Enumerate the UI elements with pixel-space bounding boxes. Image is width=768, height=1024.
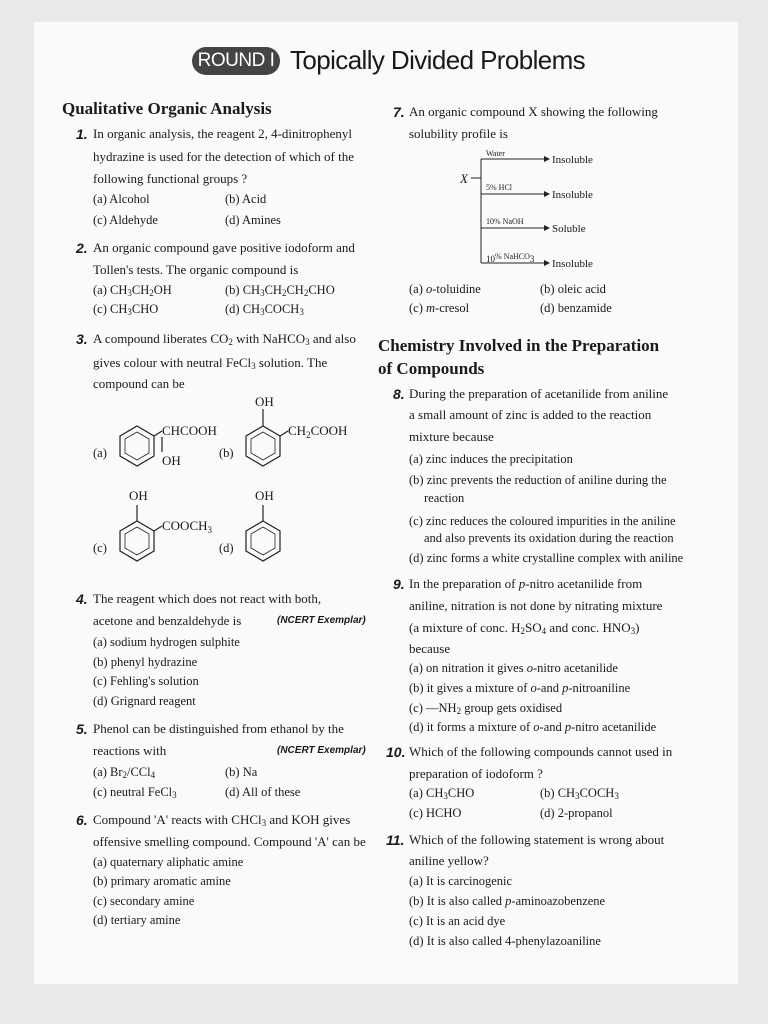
question-text: (a mixture of conc. $H_2SO_4$ and conc. $HNO_3$) <box>409 620 640 636</box>
struct-d-oh: OH <box>255 488 274 503</box>
diagram-result: Insoluble <box>552 258 593 270</box>
option: (c) secondary amine <box>93 894 195 908</box>
option: (c) m-cresol <box>409 301 470 315</box>
question-text: preparation of iodoform ? <box>409 766 543 781</box>
option: (b) Na <box>225 765 258 779</box>
struct-a-oh: OH <box>162 453 181 468</box>
question-text: acetone and benzaldehyde is <box>93 613 242 628</box>
option: (b) $CH_3COCH_3$ <box>540 786 619 801</box>
option: (d) It is also called 4-phenylazoaniline <box>409 934 601 948</box>
question-text: a small amount of zinc is added to the reaction <box>409 407 652 422</box>
question-number: 9. <box>393 576 405 592</box>
question-number: 6. <box>76 812 88 828</box>
option: (a) $Br_2/CCl_4$ <box>93 765 156 780</box>
question-text: Which of the following statement is wrong about <box>409 832 665 847</box>
diagram-result: Insoluble <box>552 154 593 166</box>
diagram-result: Soluble <box>552 223 586 235</box>
section-heading: Chemistry Involved in the Preparation <box>378 336 660 355</box>
question-number: 11. <box>386 832 405 848</box>
question-number: 10. <box>386 744 406 760</box>
option: (b) oleic acid <box>540 282 606 296</box>
source-tag: (NCERT Exemplar) <box>277 745 366 756</box>
option: (a) on nitration it gives o-nitro acetanilide <box>409 661 618 675</box>
question-text: aniline yellow? <box>409 853 489 868</box>
struct-a-substituent: CHCOOH <box>162 423 217 438</box>
question-number: 8. <box>393 386 405 402</box>
struct-c-substituent: $COOCH_3$ <box>162 518 213 535</box>
question-text: Tollen's tests. The organic compound is <box>93 262 299 277</box>
question-text: mixture because <box>409 429 494 444</box>
question-text: because <box>409 641 451 656</box>
question-text: In the preparation of p-nitro acetanilide from <box>409 576 643 591</box>
option: (d) Grignard reagent <box>93 694 196 708</box>
diagram-root: X <box>460 171 468 186</box>
question-text: An organic compound X showing the following <box>409 104 658 119</box>
option: (a) It is carcinogenic <box>409 874 513 888</box>
question-number: 7. <box>393 104 405 120</box>
option: (c) It is an acid dye <box>409 914 506 928</box>
structures-figure <box>0 0 380 600</box>
option: (b) Acid <box>225 192 267 206</box>
option: (a) sodium hydrogen sulphite <box>93 635 240 649</box>
option: (b) zinc prevents the reduction of aniline during the <box>409 473 667 487</box>
option: (d) benzamide <box>540 301 612 315</box>
question-text: An organic compound gave positive iodoform and <box>93 240 355 255</box>
question-number: 3. <box>76 331 88 347</box>
option: (d) $CH_3COCH_3$ <box>225 302 304 317</box>
diagram-reagent: 5% HCl <box>486 183 512 192</box>
option: (c) zinc reduces the coloured impurities in the aniline <box>409 514 676 528</box>
question-text: Compound 'A' reacts with CHCl$_3$ and KOH gives <box>93 812 351 828</box>
question-text: aniline, nitration is not done by nitrating mixture <box>409 598 663 613</box>
option: (b) primary aromatic amine <box>93 874 231 888</box>
round-badge: ROUND I <box>192 47 280 75</box>
option: (d) tertiary amine <box>93 913 181 927</box>
option: (b) phenyl hydrazine <box>93 655 198 669</box>
option-label: (b) <box>219 446 234 460</box>
option: (d) All of these <box>225 785 301 799</box>
struct-b-substituent: $CH_2COOH$ <box>288 423 348 440</box>
option: (c) neutral FeCl$_3$ <box>93 785 177 800</box>
option: (d) it forms a mixture of o-and p-nitro acetanilide <box>409 720 657 734</box>
question-number: 1. <box>76 126 88 142</box>
question-text: following functional groups ? <box>93 171 248 186</box>
question-number: 5. <box>76 721 88 737</box>
question-number: 2. <box>76 240 88 256</box>
option: (a) $CH_3CH_2OH$ <box>93 283 172 298</box>
option: (b) it gives a mixture of o-and p-nitroaniline <box>409 681 631 695</box>
option-label: (c) <box>93 541 107 555</box>
option-continued: and also prevents its oxidation during the reaction <box>424 531 674 545</box>
option: (a) zinc induces the precipitation <box>409 452 573 466</box>
question-text: gives colour with neutral FeCl$_3$ solution. The <box>93 355 328 371</box>
struct-c-oh: OH <box>129 488 148 503</box>
section-heading: of Compounds <box>378 359 485 378</box>
question-text: The reagent which does not react with both, <box>93 591 322 606</box>
question-text: compound can be <box>93 376 185 391</box>
option-label: (a) <box>93 446 107 460</box>
source-tag: (NCERT Exemplar) <box>277 615 366 626</box>
question-text: solubility profile is <box>409 126 508 141</box>
struct-b-oh: OH <box>255 394 274 409</box>
question-number: 4. <box>76 591 88 607</box>
diagram-reagent: 10% NaOH <box>486 217 524 226</box>
diagram-reagent: 10% NaHCO3 <box>486 252 535 264</box>
question-text: reactions with <box>93 743 167 758</box>
question-text: Phenol can be distinguished from ethanol by the <box>93 721 344 736</box>
option: (c) $CH_3CHO$ <box>93 302 159 317</box>
option-label: (d) <box>219 541 234 555</box>
solubility-diagram <box>450 146 610 274</box>
option: (b) $CH_3CH_2CH_2CHO$ <box>225 283 335 298</box>
page-title: Topically Divided Problems <box>290 45 586 75</box>
option: (a) quaternary aliphatic amine <box>93 855 244 869</box>
question-text: In organic analysis, the reagent 2, 4-dinitrophenyl <box>93 126 352 141</box>
option: (c) $—NH_2$ group gets oxidised <box>409 701 563 716</box>
option: (a) Alcohol <box>93 192 150 206</box>
question-text: During the preparation of acetanilide from aniline <box>409 386 669 401</box>
section-heading: Qualitative Organic Analysis <box>62 99 272 118</box>
option: (d) Amines <box>225 213 281 227</box>
question-text: offensive smelling compound. Compound 'A' can be <box>93 834 366 849</box>
option: (a) $CH_3CHO$ <box>409 786 475 801</box>
diagram-result: Insoluble <box>552 189 593 201</box>
question-text: A compound liberates $CO_2$ with NaHCO$_3$ and also <box>93 331 356 347</box>
option: (d) zinc forms a white crystalline complex with aniline <box>409 551 684 565</box>
option-continued: reaction <box>424 491 465 505</box>
option: (b) It is also called p-aminoazobenzene <box>409 894 606 908</box>
option: (c) Fehling's solution <box>93 674 199 688</box>
option: (c) HCHO <box>409 806 462 820</box>
option: (c) Aldehyde <box>93 213 158 227</box>
option: (a) o-toluidine <box>409 282 481 296</box>
option: (d) 2-propanol <box>540 806 613 820</box>
question-text: hydrazine is used for the detection of which of the <box>93 149 354 164</box>
question-text: Which of the following compounds cannot used in <box>409 744 673 759</box>
diagram-reagent: Water <box>486 149 505 158</box>
